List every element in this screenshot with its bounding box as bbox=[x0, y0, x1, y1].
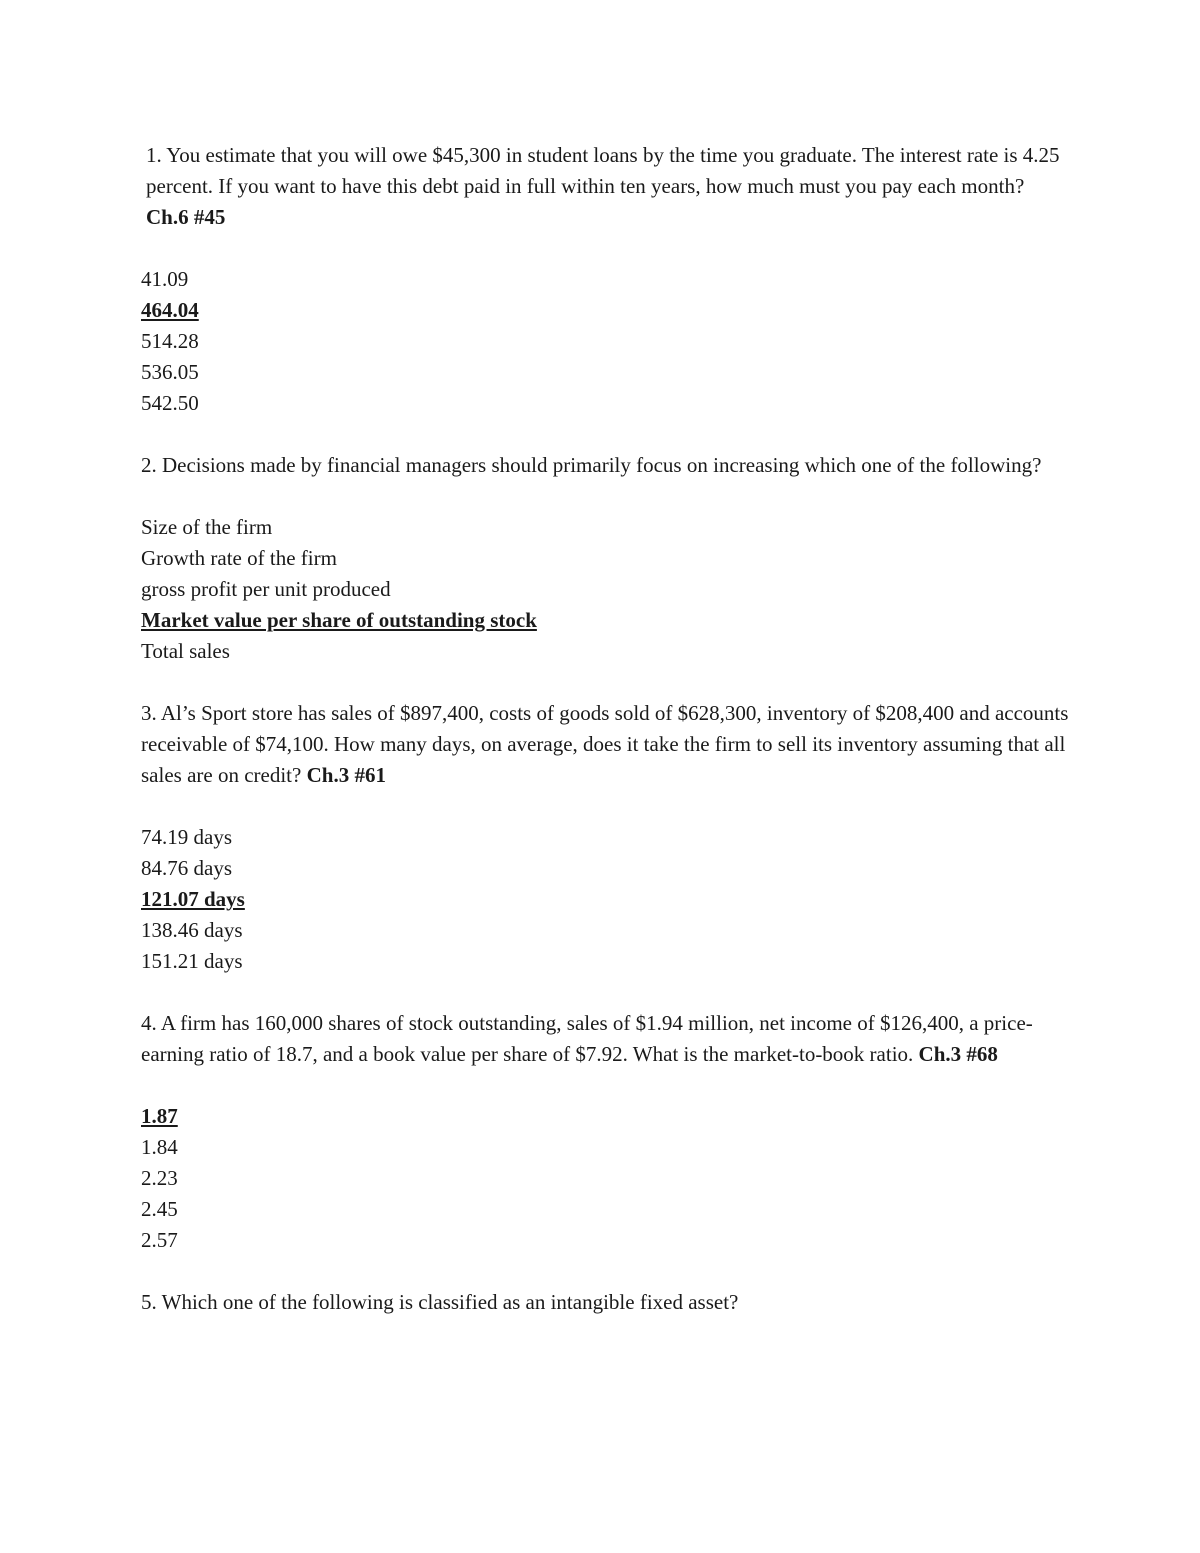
question-3-option: 138.46 days bbox=[141, 918, 243, 942]
question-2-option-correct: Market value per share of outstanding stock bbox=[141, 608, 537, 632]
question-1-option-correct: 464.04 bbox=[141, 298, 199, 322]
question-3-option-correct: 121.07 days bbox=[141, 887, 245, 911]
question-3-option: 84.76 days bbox=[141, 856, 232, 880]
question-3-prompt bbox=[141, 698, 1071, 791]
question-1-option: 536.05 bbox=[141, 360, 199, 384]
question-3-options bbox=[141, 822, 1071, 977]
question-4-option-correct: 1.87 bbox=[141, 1104, 178, 1128]
question-4-reference: Ch.3 #68 bbox=[918, 1042, 998, 1066]
question-1-reference: Ch.6 #45 bbox=[146, 205, 226, 229]
question-4-prompt bbox=[141, 1008, 1071, 1070]
question-3-option: 151.21 days bbox=[141, 949, 243, 973]
question-4-option: 2.57 bbox=[141, 1228, 178, 1252]
question-4-text: 4. A firm has 160,000 shares of stock outstanding, sales of $1.94 million, net income of $126,400, a price-earning ratio of 18.7, and a book value per share of $7.92. What is the market-to-book ratio. bbox=[141, 1011, 1033, 1066]
question-1-text: 1. You estimate that you will owe $45,300 in student loans by the time you graduate. The interest rate is 4.25 percent. If you want to have this debt paid in full within ten years, how much must you pay each month? bbox=[146, 143, 1060, 198]
question-1-option: 542.50 bbox=[141, 391, 199, 415]
question-3-text: 3. Al’s Sport store has sales of $897,400, costs of goods sold of $628,300, inventory of $208,400 and accounts receivable of $74,100. How many days, on average, does it take the firm to sell its inventory assuming that all sales are on credit? bbox=[141, 701, 1069, 787]
question-1 bbox=[141, 140, 1071, 419]
question-2-option: Total sales bbox=[141, 639, 230, 663]
question-4 bbox=[141, 1008, 1071, 1256]
question-4-option: 2.23 bbox=[141, 1166, 178, 1190]
question-4-option: 2.45 bbox=[141, 1197, 178, 1221]
question-1-option: 41.09 bbox=[141, 267, 189, 291]
question-4-options bbox=[141, 1101, 1071, 1256]
question-4-option: 1.84 bbox=[141, 1135, 178, 1159]
question-3-option: 74.19 days bbox=[141, 825, 232, 849]
question-3 bbox=[141, 698, 1071, 977]
question-2-options bbox=[141, 512, 1071, 667]
question-2-text: 2. Decisions made by financial managers should primarily focus on increasing which one of the following? bbox=[141, 453, 1042, 477]
question-5 bbox=[141, 1287, 1071, 1318]
question-5-text: 5. Which one of the following is classified as an intangible fixed asset? bbox=[141, 1290, 739, 1314]
question-2-prompt bbox=[141, 450, 1071, 481]
question-5-prompt bbox=[141, 1287, 1071, 1318]
question-1-prompt bbox=[141, 140, 1071, 233]
question-3-reference: Ch.3 #61 bbox=[306, 763, 386, 787]
document-page bbox=[141, 140, 1071, 1318]
question-2-option: Growth rate of the firm bbox=[141, 546, 337, 570]
question-2 bbox=[141, 450, 1071, 667]
question-1-option: 514.28 bbox=[141, 329, 199, 353]
question-2-option: Size of the firm bbox=[141, 515, 273, 539]
question-2-option: gross profit per unit produced bbox=[141, 577, 391, 601]
question-1-options bbox=[141, 264, 1071, 419]
